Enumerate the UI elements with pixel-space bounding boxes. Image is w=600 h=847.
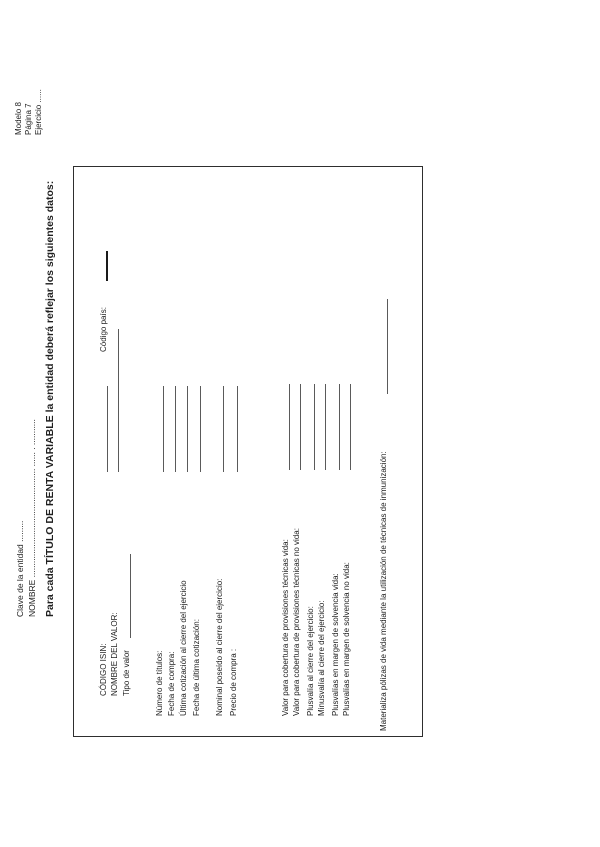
nombre-valor-fill-line	[118, 329, 119, 472]
numero-titulos-fill-line	[163, 386, 164, 472]
valor-cobertura-vida-fill-line	[289, 384, 290, 470]
plusvalias-margen-no-vida-label: Plusvalías en margen de solvencia no vida:	[342, 562, 351, 716]
row-materializa	[378, 167, 389, 736]
valor-cobertura-vida-label: Valor para cobertura de provisiones técnicas vida:	[281, 539, 290, 716]
row-fecha-ultima-cotizacion	[191, 167, 202, 736]
valor-cobertura-no-vida-fill-line	[300, 384, 301, 470]
row-minusvalia-cierre	[316, 167, 327, 736]
row-plusvalia-cierre	[305, 167, 316, 736]
numero-titulos-label: Número de títulos:	[155, 650, 164, 716]
minusvalia-cierre-fill-line	[325, 384, 326, 470]
row-nominal-poseido	[214, 167, 225, 736]
plusvalia-cierre-fill-line	[314, 384, 315, 470]
fecha-ultima-cotizacion-label: Fecha de última cotización:	[192, 619, 201, 716]
entity-header	[14, 419, 38, 617]
row-codigo-isin	[98, 167, 109, 736]
model-page-header	[14, 89, 44, 135]
modelo-label: Modelo 8	[14, 102, 23, 135]
codigo-isin-label: CÓDIGO ISIN:	[99, 643, 108, 696]
tipo-valor-fill-line	[130, 554, 131, 638]
row-plusvalias-margen-no-vida	[341, 167, 352, 736]
precio-compra-label: Precio de compra :	[229, 648, 238, 716]
plusvalias-margen-vida-fill-line	[339, 384, 340, 470]
fecha-compra-fill-line	[175, 386, 176, 472]
row-plusvalias-margen-vida	[330, 167, 341, 736]
ultima-cotizacion-fill-line	[187, 386, 188, 472]
codigo-pais-label: Código país:	[99, 307, 108, 352]
materializa-fill-line	[387, 299, 388, 394]
row-valor-cobertura-vida	[280, 167, 291, 736]
minusvalia-cierre-label: Minusvalía al cierre del ejercicio:	[317, 600, 326, 716]
ejercicio-label: Ejercicio ......	[34, 89, 43, 135]
clave-entidad-line: Clave de la entidad .........	[15, 520, 25, 617]
row-tipo-valor	[121, 167, 132, 736]
row-ultima-cotizacion	[178, 167, 189, 736]
row-fecha-compra	[166, 167, 177, 736]
plusvalias-margen-no-vida-fill-line	[350, 384, 351, 470]
precio-compra-fill-line	[237, 386, 238, 472]
fecha-compra-label: Fecha de compra:	[167, 651, 176, 716]
row-numero-titulos	[154, 167, 165, 736]
codigo-pais-fill-line	[106, 251, 108, 281]
nominal-poseido-fill-line	[223, 386, 224, 472]
tipo-valor-label: Tipo de valor	[122, 650, 131, 696]
row-nombre-valor	[109, 167, 120, 736]
row-precio-compra	[228, 167, 239, 736]
ultima-cotizacion-label: Última cotización al cierre del ejercicio	[179, 580, 188, 716]
nombre-valor-label: NOMBRE DEL VALOR:	[110, 612, 119, 696]
codigo-isin-fill-line	[107, 386, 108, 472]
form-box	[73, 166, 423, 737]
row-valor-cobertura-no-vida	[291, 167, 302, 736]
plusvalias-margen-vida-label: Plusvalías en margen de solvencia vida:	[331, 573, 340, 716]
materializa-label: Materializa pólizas de vida mediante la utilización de técnicas de inmunización:	[379, 451, 388, 731]
fecha-ultima-cotizacion-fill-line	[200, 386, 201, 472]
nombre-line: NOMBRE .............................................. ...... . ...........	[27, 419, 37, 617]
pagina-label: Página 7	[24, 103, 33, 135]
nominal-poseido-label: Nominal poseído al cierre del ejercicio:	[215, 578, 224, 716]
valor-cobertura-no-vida-label: Valor para cobertura de provisiones técnicas no vida:	[292, 528, 301, 716]
plusvalia-cierre-label: Plusvalía al cierre del ejercicio:	[306, 606, 315, 716]
form-instruction: Para cada TÍTULO DE RENTA VARIABLE la entidad deberá reflejar los siguientes datos:	[44, 180, 56, 617]
